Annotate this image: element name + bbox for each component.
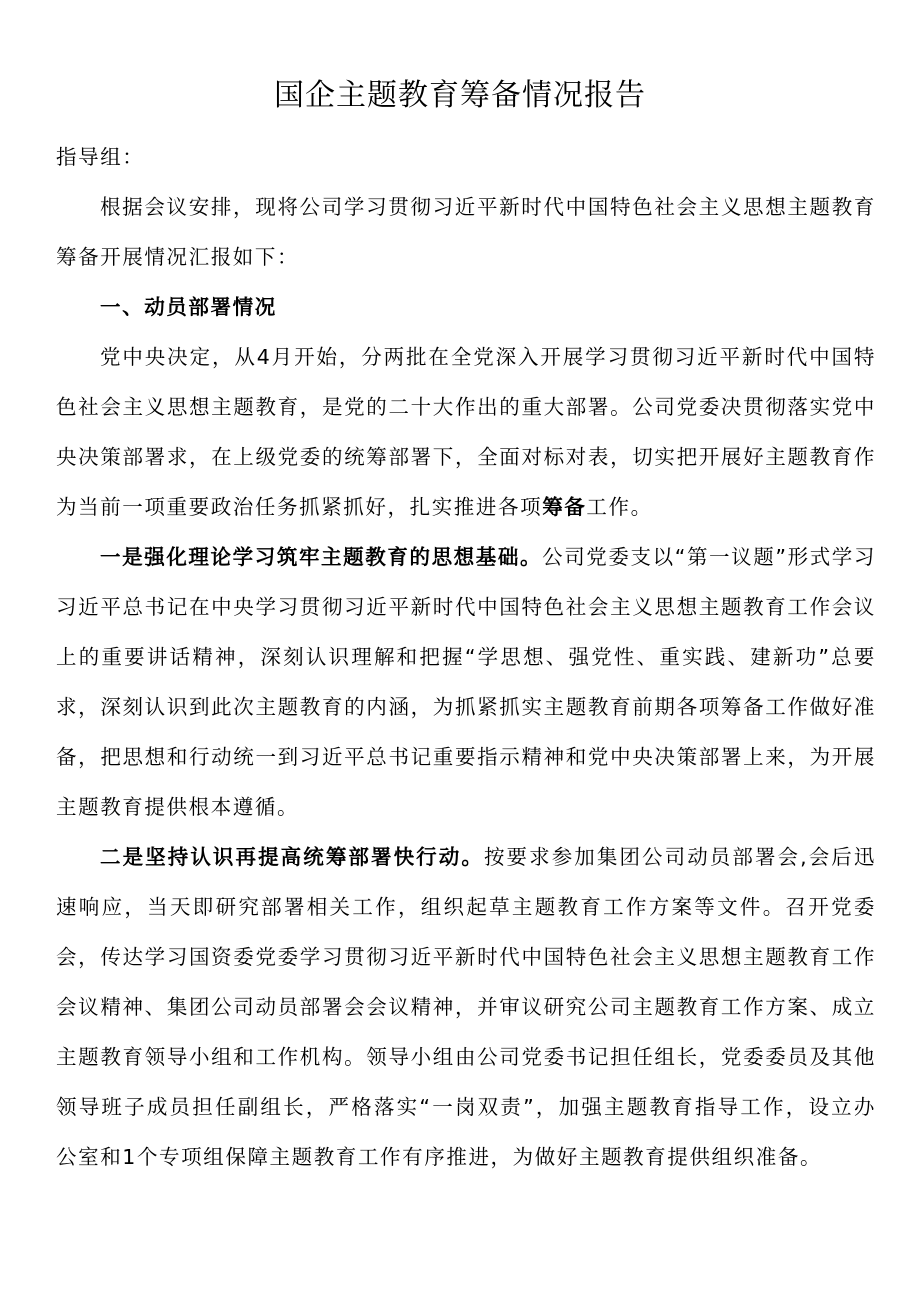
paragraph-text-end: 工作。 — [586, 495, 653, 519]
salutation: 指导组： — [56, 145, 145, 169]
intro-paragraph: 根据会议安排，现将公司学习贯彻习近平新时代中国特色社会主义思想主题教育筹备开展情况汇报如下： — [56, 195, 876, 269]
document-body — [56, 132, 876, 1182]
paragraph-text: 公司党委支以“第一议题”形式学习习近平总书记在中央学习贯彻习近平新时代中国特色社会主义思想主题教育工作会议上的重要讲话精神，深刻认识理解和把握“学思想、强党性、重实践、建新功”总要求，深刻认识到此次主题教育的内涵，为抓紧抓实主题教育前期各项筹备工作做好准备，把思想和行动统一到习近平总书记重要指示精神和党中央决策部署上来，为开展主题教育提供根本遵循。 — [56, 545, 877, 819]
paragraph-text: 党中央决定，从4月开始，分两批在全党深入开展学习贯彻习近平新时代中国特色社会主义思想主题教育，是党的二十大作出的重大部署。公司党委决贯彻落实党中央决策部署求，在上级党委的统筹部署下，全面对标对表，切实把开展好主题教育作为当前一项重要政治任务抓紧抓好，扎实推进各项 — [56, 345, 876, 519]
emphasized-text: 筹备 — [542, 495, 587, 519]
paragraph-lead-heading: 二是坚持认识再提高统筹部署快行动。 — [100, 845, 484, 869]
paragraph-deployment — [56, 832, 876, 1182]
paragraph-theory-study — [56, 532, 876, 832]
document-title: 国企主题教育筹备情况报告 — [274, 78, 646, 113]
paragraph-text: 按要求参加集团公司动员部署会,会后迅速响应，当天即研究部署相关工作，组织起草主题教育工作方案等文件。召开党委会，传达学习国资委党委学习贯彻习近平新时代中国特色社会主义思想主题教育工作会议精神、集团公司动员部署会会议精神，并审议研究公司主题教育工作方案、成立主题教育领导小组和工作机构。领导小组由公司党委书记担任组长，党委委员及其他领导班子成员担任副组长，严格落实“一岗双责”，加强主题教育指导工作，设立办公室和1个专项组保障主题教育工作有序推进，为做好主题教育提供组织准备。 — [56, 845, 876, 1169]
paragraph-lead-heading: 一是强化理论学习筑牢主题教育的思想基础。 — [100, 545, 543, 569]
paragraph-central-decision — [56, 332, 876, 532]
section-heading: 一、动员部署情况 — [100, 295, 277, 319]
